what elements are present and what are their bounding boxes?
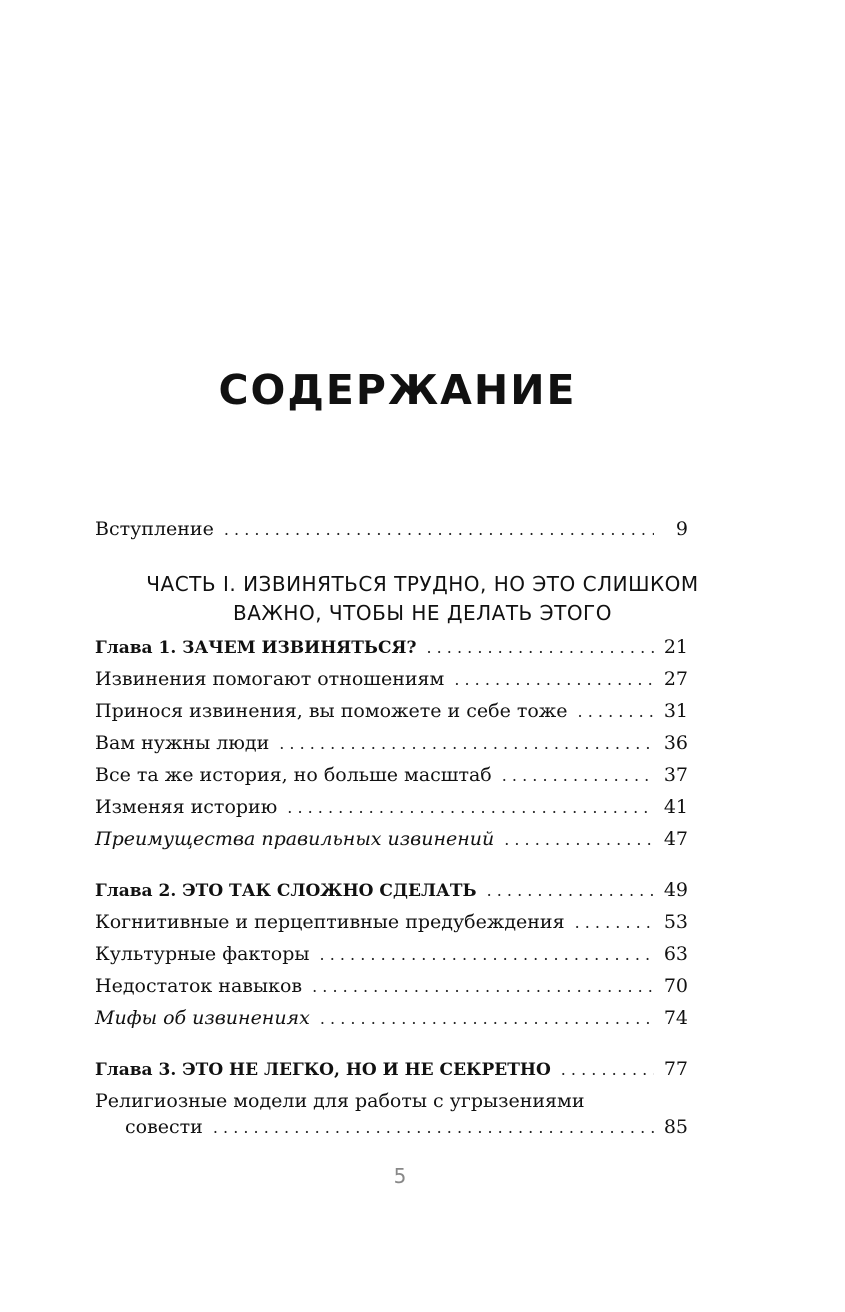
- dot-leader: [279, 729, 654, 759]
- toc-page-number: 21: [663, 636, 688, 658]
- toc-page-number: 74: [663, 1007, 688, 1029]
- toc-entry-label: Изменяя историю: [95, 796, 278, 818]
- dot-leader: [320, 940, 654, 970]
- toc-entry-label: совести: [125, 1116, 203, 1138]
- dot-leader: [320, 1004, 654, 1034]
- toc-entry-label: Когнитивные и перцептивные предубеждения: [95, 911, 565, 933]
- toc-page-number: 63: [663, 943, 688, 965]
- dot-leader: [426, 633, 653, 663]
- dot-leader: [504, 825, 654, 855]
- toc-page-number: 9: [675, 518, 688, 540]
- toc-entry[interactable]: [95, 939, 688, 969]
- dot-leader: [578, 697, 654, 727]
- toc-entry-label: Вам нужны люди: [95, 732, 270, 754]
- toc-entry[interactable]: [95, 696, 688, 726]
- toc-entry[interactable]: [95, 760, 688, 790]
- toc-page-number: 49: [663, 879, 688, 901]
- toc-entry-label: Недостаток навыков: [95, 975, 303, 997]
- toc-page-number: 47: [663, 828, 688, 850]
- toc-page-number: 53: [663, 911, 688, 933]
- dot-leader: [561, 1055, 654, 1085]
- toc-entry-label: Глава 1. ЗАЧЕМ ИЗВИНЯТЬСЯ?: [95, 638, 417, 658]
- dot-leader: [312, 972, 654, 1002]
- toc-entry-label: Преимущества правильных извинений: [95, 828, 495, 850]
- toc-page-number: 85: [663, 1116, 688, 1138]
- toc-entry[interactable]: [95, 728, 688, 758]
- toc-page-number: 36: [663, 732, 688, 754]
- toc-entry[interactable]: [95, 664, 688, 694]
- dot-leader: [287, 793, 654, 823]
- toc-page-number: 31: [663, 700, 688, 722]
- toc-chapter-1[interactable]: [95, 632, 688, 662]
- dot-leader: [213, 1113, 654, 1143]
- dot-leader: [487, 876, 654, 906]
- toc-entry[interactable]: [95, 907, 688, 937]
- toc-entry-label: Вступление: [95, 518, 214, 540]
- dot-leader: [224, 515, 654, 545]
- toc-entry-label: Принося извинения, вы поможете и себе тоже: [95, 700, 568, 722]
- part-heading: [0, 570, 845, 628]
- toc-chapter-3[interactable]: [95, 1054, 688, 1084]
- dot-leader: [575, 908, 654, 938]
- toc-entry-label: Мифы об извинениях: [95, 1007, 310, 1029]
- toc-page-number: 77: [663, 1058, 688, 1080]
- toc-entry-intro[interactable]: [95, 514, 688, 544]
- page-number: 5: [393, 1164, 407, 1188]
- toc-page-number: 27: [663, 668, 688, 690]
- toc-page-number: 37: [663, 764, 688, 786]
- toc-entry[interactable]: [95, 824, 688, 854]
- toc-entry[interactable]: [95, 792, 688, 822]
- dot-leader: [502, 761, 654, 791]
- toc-entry-label-line[interactable]: Религиозные модели для работы с угрызениями: [95, 1090, 585, 1112]
- toc-chapter-2[interactable]: [95, 875, 688, 905]
- toc-entry[interactable]: [95, 971, 688, 1001]
- toc-entry-label: Все та же история, но больше масштаб: [95, 764, 492, 786]
- toc-page-number: 70: [663, 975, 688, 997]
- part-heading-line: ЧАСТЬ I. ИЗВИНЯТЬСЯ ТРУДНО, НО ЭТО СЛИШКОМ: [146, 572, 699, 596]
- page-title: СОДЕРЖАНИЕ: [218, 366, 577, 414]
- dot-leader: [454, 665, 654, 695]
- toc-entry-label: Глава 2. ЭТО ТАК СЛОЖНО СДЕЛАТЬ: [95, 881, 477, 901]
- toc-entry[interactable]: [125, 1112, 688, 1142]
- toc-entry-label: Глава 3. ЭТО НЕ ЛЕГКО, НО И НЕ СЕКРЕТНО: [95, 1060, 551, 1080]
- toc-entry-label: Культурные факторы: [95, 943, 310, 965]
- toc-entry[interactable]: [95, 1003, 688, 1033]
- toc-page-number: 41: [663, 796, 688, 818]
- part-heading-line: ВАЖНО, ЧТОБЫ НЕ ДЕЛАТЬ ЭТОГО: [232, 601, 612, 625]
- toc-entry-label: Извинения помогают отношениям: [95, 668, 445, 690]
